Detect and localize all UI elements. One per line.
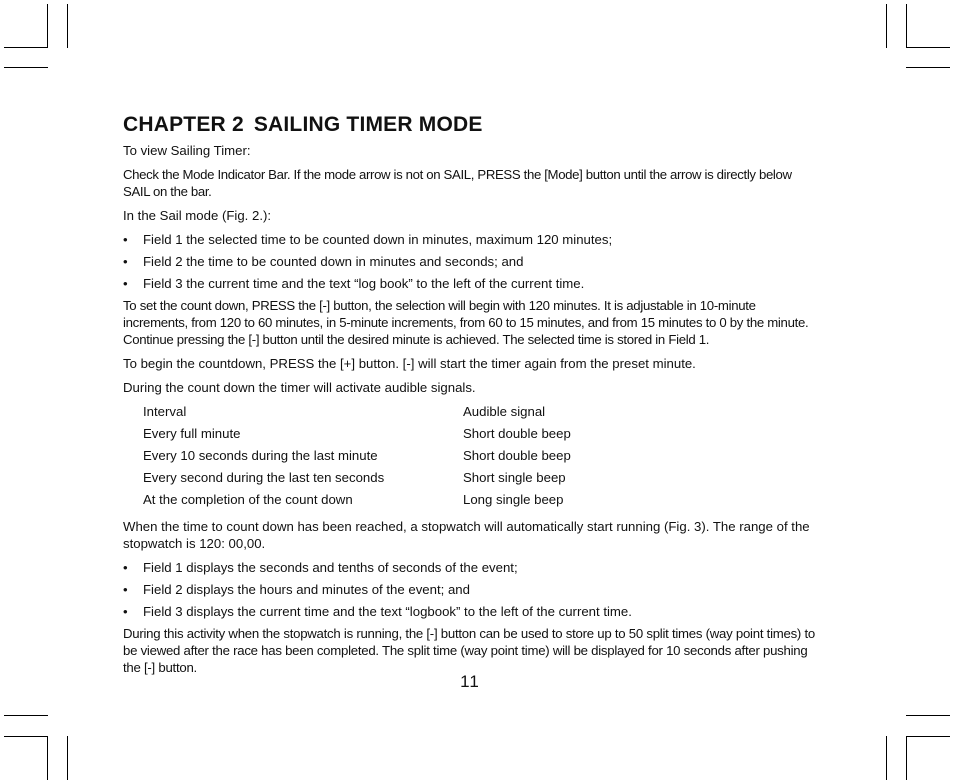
- table-row: [143, 491, 819, 513]
- crop-mark: [906, 736, 950, 737]
- list-item: • Field 1 the selected time to be counted down in minutes, maximum 120 minutes;: [123, 232, 613, 247]
- table-header: Audible signal: [463, 404, 546, 419]
- paragraph-sail-mode: In the Sail mode (Fig. 2.):: [123, 208, 272, 223]
- bullet-icon: •: [123, 582, 128, 597]
- crop-mark: [67, 4, 68, 48]
- signals-table: [143, 403, 819, 513]
- bullet-icon: •: [123, 276, 128, 291]
- crop-mark: [906, 736, 907, 780]
- crop-mark: [4, 67, 48, 68]
- sail-fields-list: [123, 231, 819, 292]
- paragraph-view: To view Sailing Timer:: [123, 143, 251, 158]
- crop-mark: [47, 4, 48, 48]
- list-item: • Field 3 displays the current time and the text “logbook” to the left of the current time.: [123, 604, 632, 619]
- chapter-number: CHAPTER 2: [123, 113, 244, 136]
- crop-mark: [47, 736, 48, 780]
- table-row: [143, 425, 819, 447]
- crop-mark: [886, 736, 887, 780]
- chapter-heading: [123, 112, 819, 138]
- crop-mark: [67, 736, 68, 780]
- crop-mark: [4, 47, 48, 48]
- crop-mark: [906, 4, 907, 48]
- list-item: • Field 3 the current time and the text “log book” to the left of the current time.: [123, 276, 585, 291]
- crop-mark: [906, 67, 950, 68]
- table-row: [143, 469, 819, 491]
- crop-mark: [886, 4, 887, 48]
- list-item: • Field 2 the time to be counted down in minutes and seconds; and: [123, 254, 524, 269]
- paragraph-signals-intro: During the count down the timer will activate audible signals.: [123, 380, 476, 395]
- bullet-icon: •: [123, 560, 128, 575]
- table-cell: Every 10 seconds during the last minute: [143, 448, 378, 463]
- table-cell: Short single beep: [463, 470, 566, 485]
- bullet-icon: •: [123, 254, 128, 269]
- crop-mark: [4, 736, 48, 737]
- paragraph-stopwatch: When the time to count down has been reached, a stopwatch will automatically start running (Fig. 3). The range of the stopwatch is 120: 00,00.: [123, 519, 810, 551]
- crop-mark: [906, 47, 950, 48]
- crop-mark: [4, 715, 48, 716]
- table-cell: Every full minute: [143, 426, 241, 441]
- table-header: Interval: [143, 404, 187, 419]
- table-cell: Short double beep: [463, 448, 571, 463]
- paragraph-begin-countdown: To begin the countdown, PRESS the [+] button. [-] will start the timer again from the preset minute.: [123, 356, 696, 371]
- paragraph-split-times: During this activity when the stopwatch is running, the [-] button can be used to store up to 50 split times (way point times) to be viewed after the race has been completed. The split time (way point time) will be displayed for 10 seconds after pushing the [-] button.: [123, 626, 815, 675]
- table-header-row: [143, 403, 819, 425]
- bullet-icon: •: [123, 232, 128, 247]
- paragraph-set-countdown: To set the count down, PRESS the [-] button, the selection will begin with 120 minutes. It is adjustable in 10-minute increments, from 120 to 60 minutes, in 5-minute increments, from 60 to 15 minutes, and from 15 minutes to 0 by the minute. Continue pressing the [-] button until the desired minute is achieved. The selected time is stored in Field 1.: [123, 298, 809, 347]
- list-item: • Field 1 displays the seconds and tenths of seconds of the event;: [123, 560, 518, 575]
- page-content: [123, 112, 819, 683]
- table-cell: At the completion of the count down: [143, 492, 353, 507]
- paragraph-check: Check the Mode Indicator Bar. If the mode arrow is not on SAIL, PRESS the [Mode] button until the arrow is directly below SAIL on the bar.: [123, 167, 792, 199]
- page-number: 11: [460, 672, 480, 691]
- crop-mark: [906, 715, 950, 716]
- table-cell: Short double beep: [463, 426, 571, 441]
- list-item: • Field 2 displays the hours and minutes of the event; and: [123, 582, 470, 597]
- stopwatch-fields-list: [123, 559, 819, 620]
- table-row: [143, 447, 819, 469]
- table-cell: Every second during the last ten seconds: [143, 470, 385, 485]
- chapter-title: SAILING TIMER MODE: [253, 113, 483, 136]
- table-cell: Long single beep: [463, 492, 564, 507]
- bullet-icon: •: [123, 604, 128, 619]
